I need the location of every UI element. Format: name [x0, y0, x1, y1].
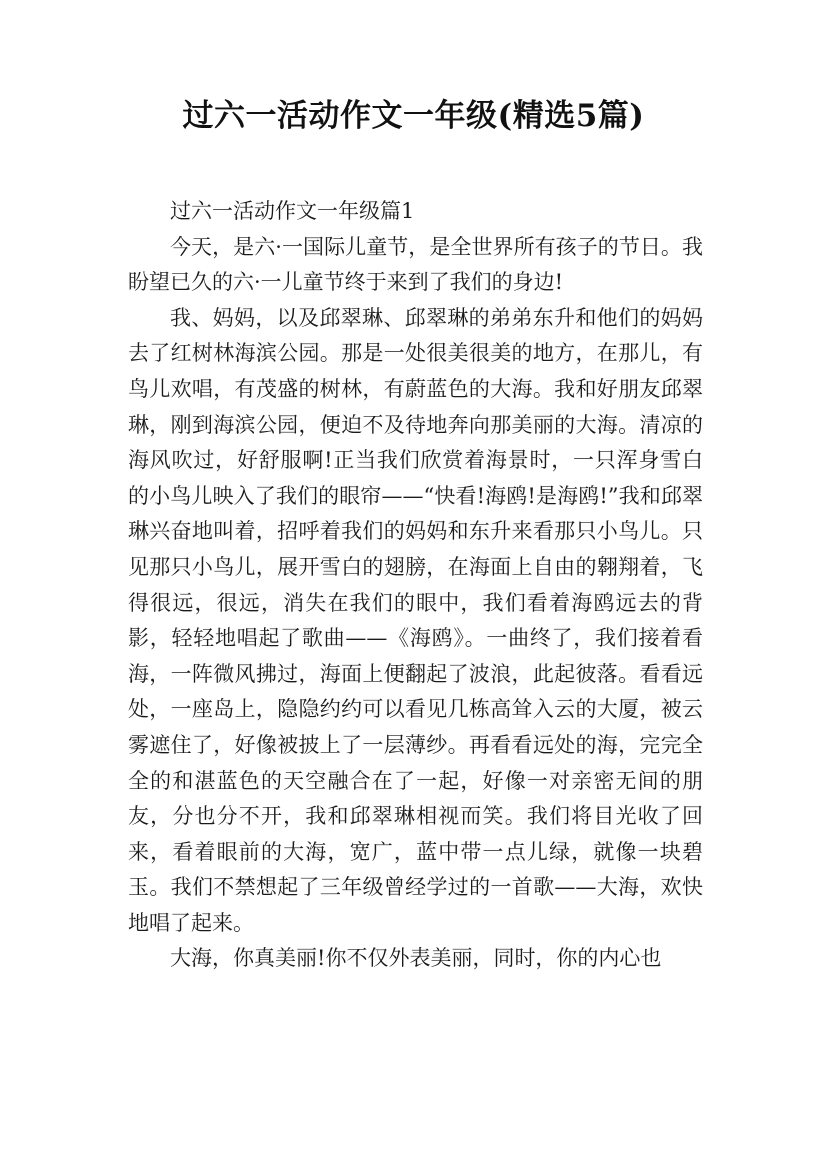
document-title: 过六一活动作文一年级(精选5篇) [182, 98, 645, 134]
paragraph-3: 大海，你真美丽!你不仅外表美丽，同时，你的内心也 [170, 946, 662, 971]
paragraph-2: 我、妈妈，以及邱翠琳、邱翠琳的弟弟东升和他们的妈妈去了红树林海滨公园。那是一处很美很美的地方，在那儿，有鸟儿欢唱，有茂盛的树林，有蔚蓝色的大海。我和好朋友邱翠琳，刚到海滨公园，便迫不及待地奔向那美丽的大海。清凉的海风吹过，好舒服啊!正当我们欣赏着海景时，一只浑身雪白的小鸟儿映入了我们的眼帘——“快看!海鸥!是海鸥!”我和邱翠琳兴奋地叫着，招呼着我们的妈妈和东升来看那只小鸟儿。只见那只小鸟儿，展开雪白的翅膀，在海面上自由的翱翔着，飞得很远，很远，消失在我们的眼中，我们看着海鸥远去的背影，轻轻地唱起了歌曲——《海鸥》。一曲终了，我们接着看海，一阵微风拂过，海面上便翻起了波浪，此起彼落。看看远处，一座岛上，隐隐约约可以看见几栋高耸入云的大厦，被云雾遮住了，好像被披上了一层薄纱。再看看远处的海，完完全全的和湛蓝色的天空融合在了一起，好像一对亲密无间的朋友，分也分不开，我和邱翠琳相视而笑。我们将目光收了回来，看着眼前的大海，宽广，蓝中带一点儿绿，就像一块碧玉。我们不禁想起了三年级曾经学过的一首歌——大海，欢快地唱了起来。 [128, 305, 703, 935]
paragraph-1: 今天，是六·一国际儿童节，是全世界所有孩子的节日。我盼望已久的六·一儿童节终于来到了我们的身边! [128, 234, 703, 295]
document-body [128, 194, 703, 977]
section-heading: 过六一活动作文一年级篇1 [170, 199, 415, 223]
